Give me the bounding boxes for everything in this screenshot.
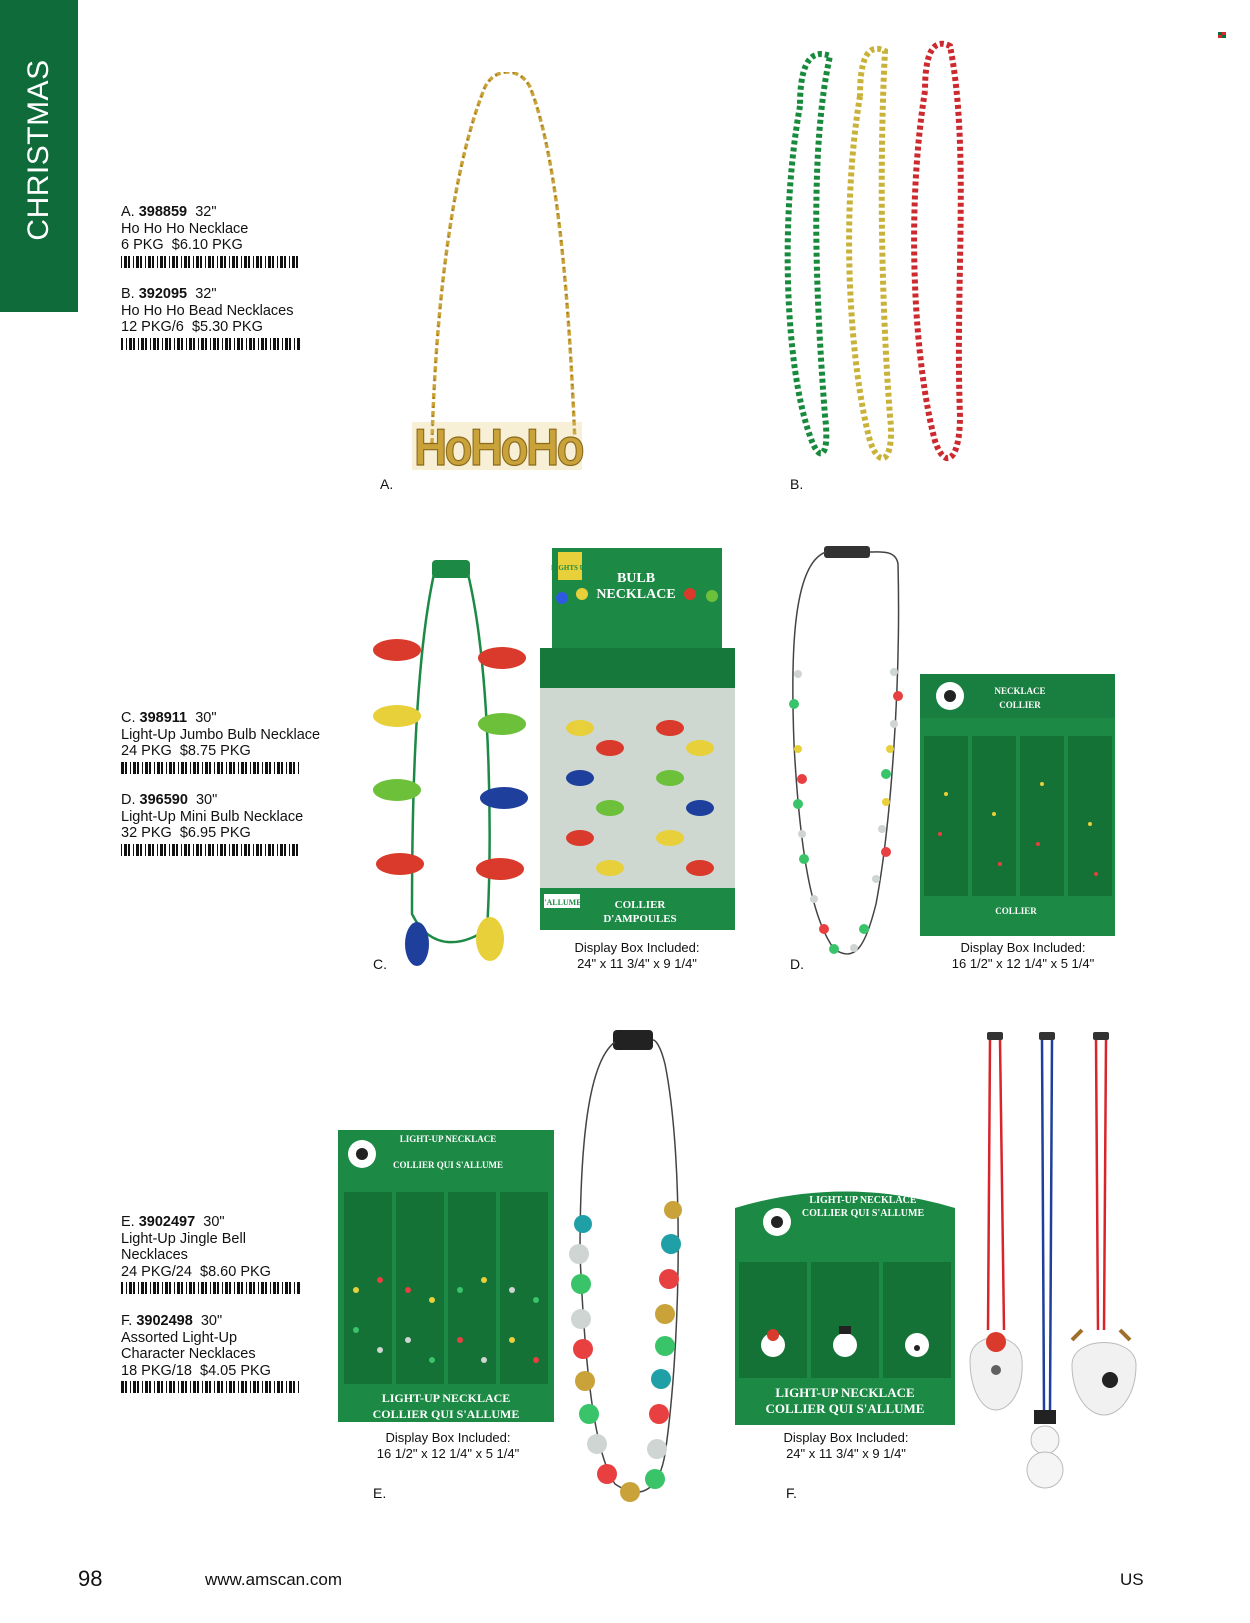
product-d-necklace-image [786, 544, 916, 964]
lanyard-blue [1039, 1032, 1055, 1410]
page-number: 98 [78, 1566, 103, 1591]
lanyard-red [987, 1032, 1004, 1330]
svg-text:LIGHTS UP: LIGHTS UP [551, 564, 589, 572]
barcode [121, 1282, 321, 1294]
svg-text:LIGHT-UP NECKLACE: LIGHT-UP NECKLACE [775, 1385, 915, 1400]
image-label-f: F. [786, 1485, 797, 1501]
footer-region: US [1120, 1570, 1144, 1589]
santa-pendant [970, 1332, 1022, 1410]
svg-text:S'ALLUME!: S'ALLUME! [540, 898, 585, 907]
lanyard-red-2 [1093, 1032, 1109, 1330]
barcode [121, 844, 321, 856]
svg-text:COLLIER: COLLIER [614, 899, 666, 911]
svg-text:COLLIER QUI S'ALLUME: COLLIER QUI S'ALLUME [801, 1208, 925, 1219]
product-f-display-box [735, 1190, 955, 1425]
product-b-image [770, 36, 1000, 476]
bead-necklace-gold [849, 49, 891, 458]
barcode [121, 762, 321, 774]
bulb-icon [376, 853, 524, 880]
product-e-display-box [338, 1130, 554, 1422]
bulb-icon [373, 779, 528, 809]
item-f-info: F. 3902498 30" Assorted Light-Up Character Necklaces 18 PKG/18 $4.05 PKG [121, 1313, 321, 1393]
barcode [121, 338, 321, 350]
flag-icon [1218, 32, 1226, 39]
product-f-necklaces-image [960, 1030, 1150, 1500]
product-c-display-box [540, 548, 740, 933]
svg-text:COLLIER: COLLIER [995, 906, 1037, 916]
snowman-pendant [1027, 1410, 1063, 1488]
svg-text:COLLIER QUI S'ALLUME: COLLIER QUI S'ALLUME [392, 1160, 504, 1170]
product-a-image [410, 72, 610, 482]
bead-necklace-green [788, 54, 830, 453]
item-c-info: C. 398911 30" Light-Up Jumbo Bulb Necklace 24 PKG $8.75 PKG [121, 710, 321, 774]
caption-c: Display Box Included: 24" x 11 3/4" x 9 1/4" [574, 940, 700, 971]
svg-text:LIGHT-UP NECKLACE: LIGHT-UP NECKLACE [809, 1195, 917, 1206]
product-c-necklace-image [372, 554, 542, 974]
svg-text:LIGHT-UP NECKLACE: LIGHT-UP NECKLACE [381, 1391, 511, 1405]
barcode [121, 1381, 321, 1393]
mini-bulb-icon [789, 668, 903, 954]
svg-text:BULB: BULB [616, 571, 656, 586]
item-a-info: A. 398859 32" Ho Ho Ho Necklace 6 PKG $6.10 PKG [121, 204, 321, 268]
image-label-e: E. [373, 1485, 387, 1501]
image-label-c: C. [373, 956, 387, 972]
caption-d: Display Box Included: 16 1/2" x 12 1/4" x 5 1/4" [951, 940, 1095, 971]
image-label-a: A. [380, 476, 394, 492]
hohoho-pendant-text: HoHoHo [414, 419, 584, 477]
svg-text:COLLIER QUI S'ALLUME: COLLIER QUI S'ALLUME [765, 1401, 925, 1416]
svg-text:COLLIER: COLLIER [999, 700, 1041, 710]
reindeer-pendant [1072, 1330, 1136, 1415]
image-label-d: D. [790, 956, 804, 972]
svg-text:D'AMPOULES: D'AMPOULES [603, 913, 677, 925]
section-tab [0, 0, 78, 312]
caption-e: Display Box Included: 16 1/2" x 12 1/4" x 5 1/4" [376, 1430, 520, 1461]
bulb-icon [373, 705, 526, 735]
bulb-icon [373, 639, 526, 669]
bead-necklace-red [914, 44, 961, 458]
footer-url[interactable]: www.amscan.com [205, 1570, 342, 1589]
section-tab-label: CHRISTMAS [22, 59, 55, 241]
svg-text:LIGHT-UP NECKLACE: LIGHT-UP NECKLACE [399, 1134, 497, 1144]
svg-text:COLLIER QUI S'ALLUME: COLLIER QUI S'ALLUME [372, 1407, 520, 1421]
item-e-info: E. 3902497 30" Light-Up Jingle Bell Necklaces 24 PKG/24 $8.60 PKG [121, 1214, 321, 1294]
product-d-display-box [920, 674, 1115, 936]
item-d-info: D. 396590 30" Light-Up Mini Bulb Necklace 32 PKG $6.95 PKG [121, 792, 321, 856]
caption-f: Display Box Included: 24" x 11 3/4" x 9 1/4" [783, 1430, 909, 1461]
image-label-b: B. [790, 476, 804, 492]
item-b-info: B. 392095 32" Ho Ho Ho Bead Necklaces 12 PKG/6 $5.30 PKG [121, 286, 321, 350]
barcode [121, 256, 321, 268]
svg-text:NECKLACE: NECKLACE [994, 686, 1046, 696]
product-e-necklace-image [565, 1024, 705, 1504]
svg-text:NECKLACE: NECKLACE [596, 587, 676, 602]
